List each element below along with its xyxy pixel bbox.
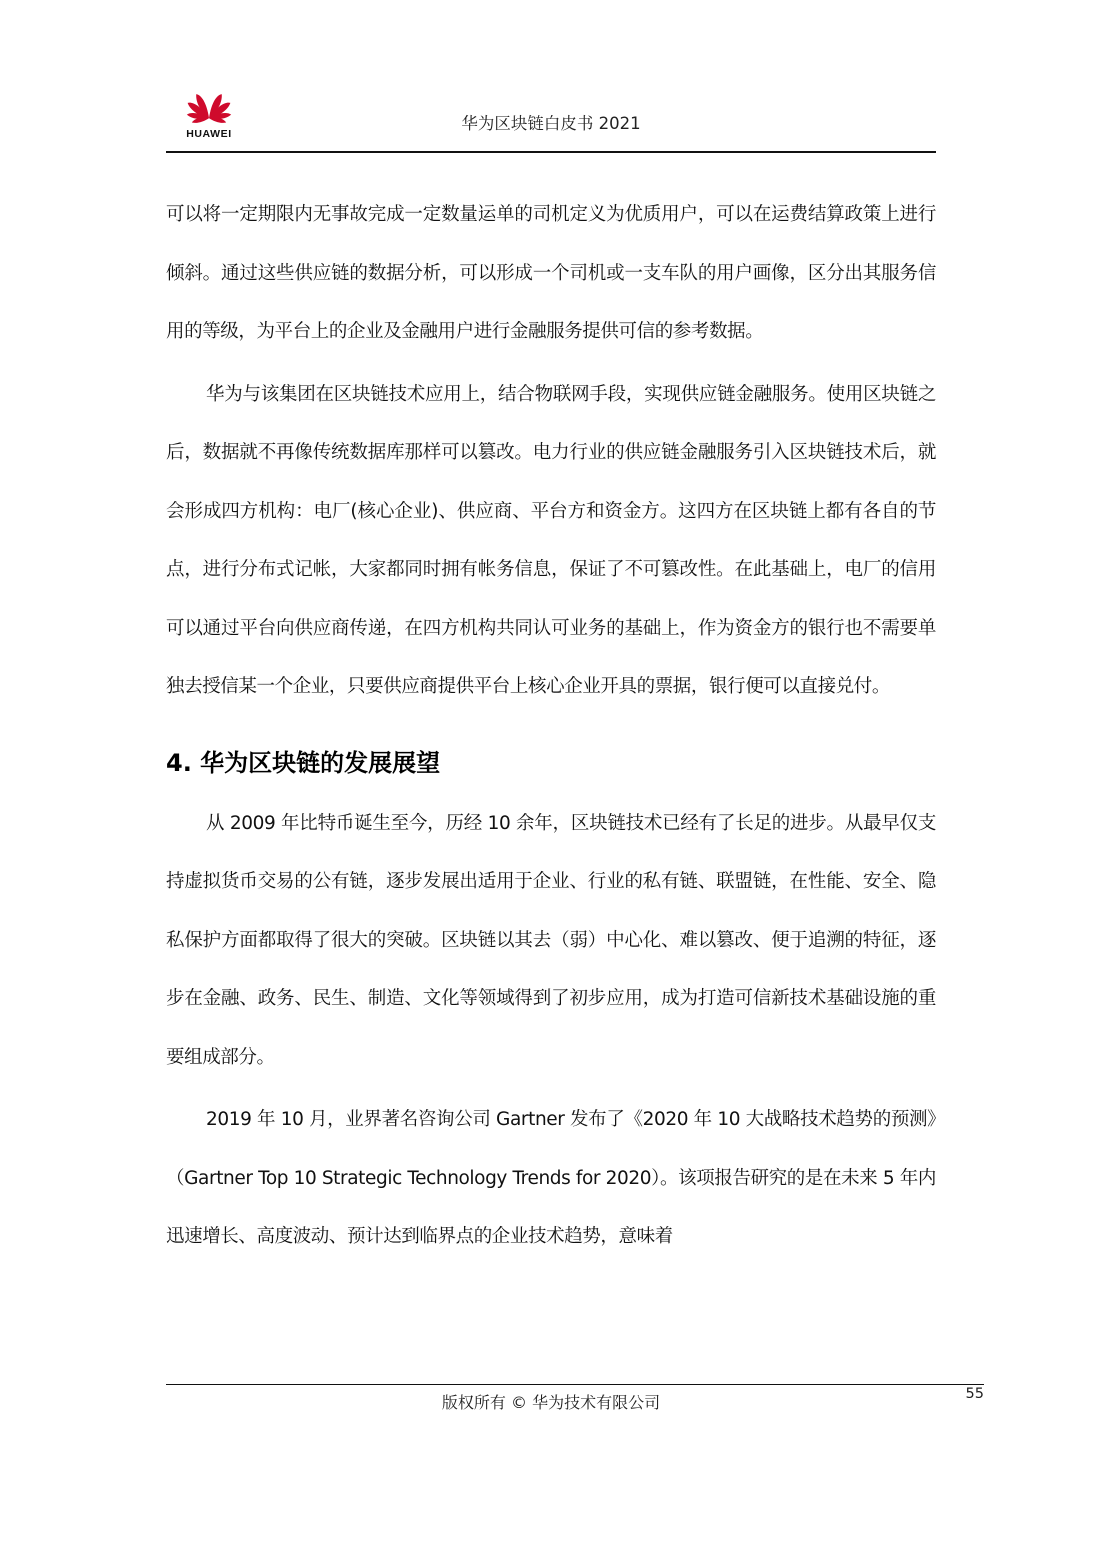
- document-title: 华为区块链白皮书 2021: [461, 114, 641, 133]
- paragraph-continued: 可以将一定期限内无事故完成一定数量运单的司机定义为优质用户，可以在运费结算政策上进行倾斜。通过这些供应链的数据分析，可以形成一个司机或一支车队的用户画像，区分出其服务信用的等级，为平台上的企业及金融用户进行金融服务提供可信的参考数据。: [166, 204, 936, 342]
- section-heading: 4. 华为区块链的发展展望: [166, 748, 441, 777]
- paragraph-blockchain-history: 从 2009 年比特币诞生至今，历经 10 余年，区块链技术已经有了长足的进步。从最早仅支持虚拟货币交易的公有链，逐步发展出适用于企业、行业的私有链、联盟链，在性能、安全、隐私保护方面都取得了很大的突破。区块链以其去（弱）中心化、难以篡改、便于追溯的特征，逐步在金融、政务、民生、制造、文化等领域得到了初步应用，成为打造可信新技术基础设施的重要组成部分。: [166, 812, 936, 1068]
- main-content: [166, 186, 936, 1267]
- logo-wordmark: HUAWEI: [186, 128, 232, 140]
- footer-divider: [166, 1384, 984, 1385]
- paragraph-gartner-trends: 2019 年 10 月，业界著名咨询公司 Gartner 发布了《2020 年 10 大战略技术趋势的预测》（Gartner Top 10 Strategic Technology Trends for 2020）。该项报告研究的是在未来 5 年内迅速增长、高度波动、预计达到临界点的企业技术趋势，意味着: [166, 1109, 936, 1247]
- footer-copyright: 版权所有 © 华为技术有限公司: [441, 1393, 661, 1412]
- header-divider: [166, 151, 936, 153]
- page-number: 55: [965, 1386, 984, 1402]
- paragraph-supply-chain-finance: 华为与该集团在区块链技术应用上，结合物联网手段，实现供应链金融服务。使用区块链之后，数据就不再像传统数据库那样可以篡改。电力行业的供应链金融服务引入区块链技术后，就会形成四方机构：电厂(核心企业)、供应商、平台方和资金方。这四方在区块链上都有各自的节点，进行分布式记帐，大家都同时拥有帐务信息，保证了不可篡改性。在此基础上，电厂的信用可以通过平台向供应商传递，在四方机构共同认可业务的基础上，作为资金方的银行也不需要单独去授信某一个企业，只要供应商提供平台上核心企业开具的票据，银行便可以直接兑付。: [166, 383, 936, 697]
